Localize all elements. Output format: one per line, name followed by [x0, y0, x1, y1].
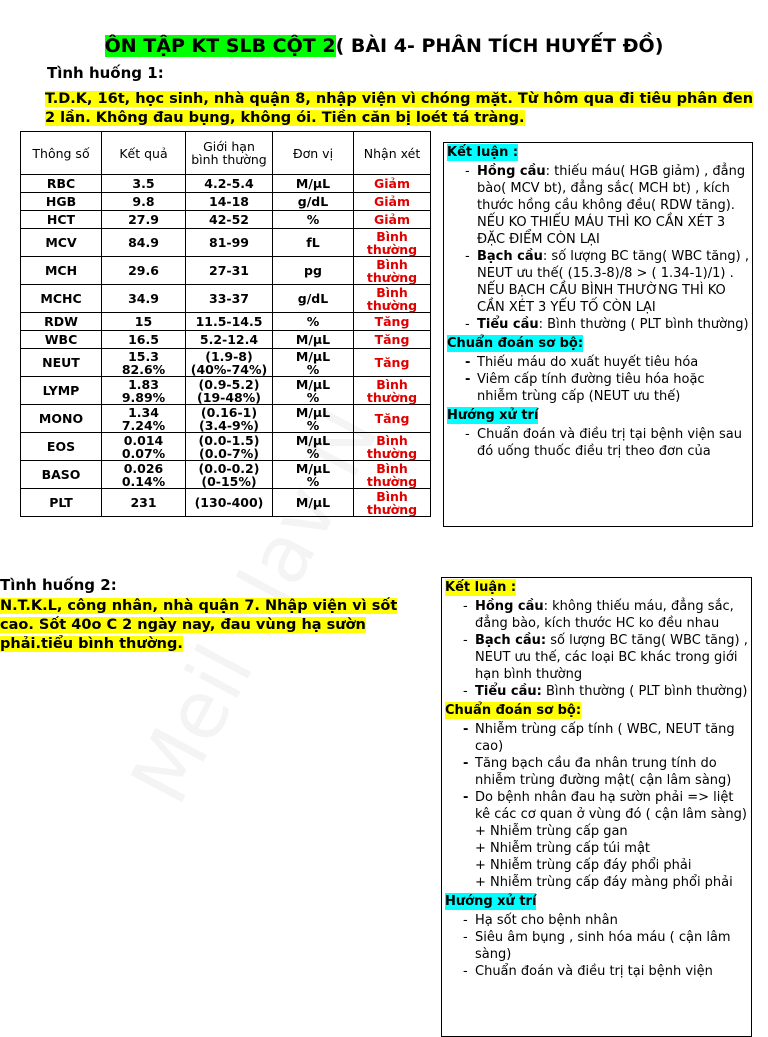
list-item — [475, 789, 748, 891]
header-range: Giới hạn bình thường — [186, 132, 273, 175]
case2-description-text: N.T.K.L, công nhân, nhà quận 7. Nhập viện vì sốt cao. Sốt 40o C 2 ngày nay, đau vùng hạ sườn phải.tiểu bình thường. — [0, 598, 398, 652]
table-row — [21, 229, 431, 257]
case2-diagnosis-list — [445, 721, 748, 891]
table-row — [21, 331, 431, 349]
title-rest: ( BÀI 4- PHÂN TÍCH HUYẾT ĐỒ) — [335, 35, 664, 57]
cell-result: 16.5 — [102, 331, 186, 349]
case2-conclusion-list — [445, 598, 748, 700]
case2-diagnosis-title: Chuẩn đoán sơ bộ: — [445, 703, 582, 718]
list-item — [475, 598, 748, 632]
table-row — [21, 193, 431, 211]
item-text: : số lượng BC tăng( WBC tăng) , NEUT ưu thế( (15.3-8)/8 > ( 1.34-1)/1) . NẾU BẠCH CẦU BÌNH THƯỜNG THÌ KO CẦN XÉT 3 YẾU TỐ CÒN LẠI — [477, 249, 750, 315]
item-text: : thiếu máu( HGB giảm) , đẳng bào( MCV bt), đẳng sắc( MCH bt) , kích thước hồng cầu không đều( RDW tăng). NẾU KO THIẾU MÁU THÌ KO CẦN XÉT 3 ĐẶC ĐIỂM CÒN LẠI — [477, 164, 746, 247]
cell-param: MCV — [21, 229, 102, 257]
case1-conclusion-list — [447, 163, 749, 333]
cell-range: 5.2-12.4 — [186, 331, 273, 349]
case2-conclusion-title: Kết luận : — [445, 580, 517, 595]
item-bold: Tiểu cầu: — [475, 684, 542, 699]
cell-range: (0.9-5.2) (19-48%) — [186, 377, 273, 405]
cell-unit: % — [273, 313, 354, 331]
cell-param: PLT — [21, 489, 102, 517]
item-bold: Hồng cầu — [477, 164, 546, 179]
item-text: Do bệnh nhân đau hạ sườn phải => liệt kê các cơ quan ở vùng đó ( cận lâm sàng) — [475, 790, 747, 822]
cell-range: (130-400) — [186, 489, 273, 517]
case1-analysis-box — [443, 142, 753, 527]
cell-param: MCHC — [21, 285, 102, 313]
table-row — [21, 461, 431, 489]
case1-description — [45, 90, 767, 128]
cell-param: HGB — [21, 193, 102, 211]
list-item: - Chuẩn đoán và điều trị tại bệnh viện sau đó uống thuốc điều trị theo đơn của — [477, 426, 749, 460]
cell-unit: g/dL — [273, 193, 354, 211]
cell-remark: Bình thường — [354, 461, 431, 489]
cell-unit: M/µL % — [273, 377, 354, 405]
cell-result: 1.83 9.89% — [102, 377, 186, 405]
cell-result: 0.026 0.14% — [102, 461, 186, 489]
list-item — [477, 248, 749, 316]
cell-unit: M/µL % — [273, 433, 354, 461]
list-item: - Tăng bạch cầu đa nhân trung tính do nhiễm trùng đường mật( cận lâm sàng) — [475, 755, 748, 789]
case1-direction-title: Hướng xử trí — [447, 408, 539, 423]
cell-unit: M/µL — [273, 489, 354, 517]
cell-result: 9.8 — [102, 193, 186, 211]
cell-unit: M/µL — [273, 331, 354, 349]
table-header-row — [21, 132, 431, 175]
cell-param: RBC — [21, 175, 102, 193]
cell-unit: fL — [273, 229, 354, 257]
case2-analysis-box — [441, 577, 752, 1037]
cell-remark: Tăng — [354, 331, 431, 349]
cell-param: EOS — [21, 433, 102, 461]
table-row — [21, 313, 431, 331]
cell-result: 1.34 7.24% — [102, 405, 186, 433]
table-row — [21, 211, 431, 229]
cell-result: 15.3 82.6% — [102, 349, 186, 377]
cell-remark: Bình thường — [354, 285, 431, 313]
table-row — [21, 257, 431, 285]
cell-range: (0.16-1) (3.4-9%) — [186, 405, 273, 433]
header-unit: Đơn vị — [273, 132, 354, 175]
list-item: - Viêm cấp tính đường tiêu hóa hoặc nhiễm trùng cấp (NEUT ưu thế) — [477, 371, 749, 405]
cell-range: 4.2-5.4 — [186, 175, 273, 193]
item-text: : không thiếu máu, đẳng sắc, đẳng bào, kích thước HC ko đều nhau — [475, 599, 734, 631]
item-bold: Bạch cầu: — [475, 633, 547, 648]
lab-results-table — [20, 131, 431, 517]
header-param: Thông số — [21, 132, 102, 175]
header-result: Kết quả — [102, 132, 186, 175]
sub-item: + Nhiễm trùng cấp túi mật — [475, 841, 651, 856]
cell-remark: Tăng — [354, 313, 431, 331]
cell-param: WBC — [21, 331, 102, 349]
sub-item: + Nhiễm trùng cấp đáy màng phổi phải — [475, 875, 733, 890]
list-item — [475, 632, 748, 683]
cell-result: 27.9 — [102, 211, 186, 229]
cell-range: (0.0-0.2) (0-15%) — [186, 461, 273, 489]
case1-direction-list — [447, 426, 749, 460]
cell-unit: M/µL % — [273, 349, 354, 377]
sub-item: + Nhiễm trùng cấp gan — [475, 824, 628, 839]
list-item: - Siêu âm bụng , sinh hóa máu ( cận lâm sàng) — [475, 929, 748, 963]
case2-label: Tình huống 2: — [0, 576, 117, 594]
sub-item: + Nhiễm trùng cấp đáy phổi phải — [475, 858, 692, 873]
cell-unit: M/µL % — [273, 405, 354, 433]
cell-remark: Bình thường — [354, 229, 431, 257]
cell-unit: M/µL % — [273, 461, 354, 489]
list-item — [477, 316, 749, 333]
item-bold: Bạch cầu — [477, 249, 543, 264]
cell-result: 231 — [102, 489, 186, 517]
list-item — [477, 163, 749, 248]
cell-param: NEUT — [21, 349, 102, 377]
header-remark: Nhận xét — [354, 132, 431, 175]
cell-result: 15 — [102, 313, 186, 331]
cell-range: 14-18 — [186, 193, 273, 211]
cell-range: 42-52 — [186, 211, 273, 229]
case1-label: Tình huống 1: — [47, 64, 164, 82]
cell-param: RDW — [21, 313, 102, 331]
cell-range: (0.0-1.5) (0.0-7%) — [186, 433, 273, 461]
cell-remark: Giảm — [354, 211, 431, 229]
page-title — [0, 34, 768, 58]
item-bold: Tiểu cầu — [477, 317, 539, 332]
item-text: Bình thường ( PLT bình thường) — [541, 684, 748, 699]
table-row — [21, 377, 431, 405]
cell-unit: pg — [273, 257, 354, 285]
cell-result: 0.014 0.07% — [102, 433, 186, 461]
cell-range: (1.9-8) (40%-74%) — [186, 349, 273, 377]
cell-range: 27-31 — [186, 257, 273, 285]
list-item: - Thiếu máu do xuất huyết tiêu hóa — [477, 354, 749, 371]
item-text: số lượng BC tăng( WBC tăng) , NEUT ưu thế, các loại BC khác trong giới hạn bình thường — [475, 633, 748, 682]
cell-remark: Bình thường — [354, 257, 431, 285]
cell-result: 3.5 — [102, 175, 186, 193]
table-row — [21, 285, 431, 313]
table-row — [21, 489, 431, 517]
case2-description — [0, 597, 430, 654]
item-bold: Hồng cầu — [475, 599, 544, 614]
cell-remark: Tăng — [354, 405, 431, 433]
cell-remark: Tăng — [354, 349, 431, 377]
cell-result: 29.6 — [102, 257, 186, 285]
case2-direction-title: Hướng xử trí — [445, 894, 537, 909]
cell-remark: Bình thường — [354, 377, 431, 405]
cell-range: 11.5-14.5 — [186, 313, 273, 331]
list-item: - Hạ sốt cho bệnh nhân — [475, 912, 748, 929]
cell-param: MONO — [21, 405, 102, 433]
cell-remark: Bình thường — [354, 489, 431, 517]
table-row — [21, 433, 431, 461]
cell-remark: Giảm — [354, 175, 431, 193]
table-row — [21, 349, 431, 377]
table-body — [21, 175, 431, 517]
item-text: : Bình thường ( PLT bình thường) — [538, 317, 749, 332]
table-row — [21, 405, 431, 433]
case1-conclusion-title: Kết luận : — [447, 145, 519, 160]
case2-direction-list — [445, 912, 748, 980]
cell-param: LYMP — [21, 377, 102, 405]
list-item — [475, 683, 748, 700]
table-row — [21, 175, 431, 193]
cell-range: 81-99 — [186, 229, 273, 257]
cell-unit: M/µL — [273, 175, 354, 193]
list-item: - Chuẩn đoán và điều trị tại bệnh viện — [475, 963, 748, 980]
cell-result: 34.9 — [102, 285, 186, 313]
case1-description-text: T.D.K, 16t, học sinh, nhà quận 8, nhập viện vì chóng mặt. Từ hôm qua đi tiêu phân đen 2 lần. Không đau bụng, không ói. Tiền căn bị loét tá tràng. — [45, 91, 754, 126]
cell-param: HCT — [21, 211, 102, 229]
list-item: - Nhiễm trùng cấp tính ( WBC, NEUT tăng cao) — [475, 721, 748, 755]
title-highlight: ÔN TẬP KT SLB CỘT 2 — [104, 35, 336, 57]
cell-param: MCH — [21, 257, 102, 285]
cell-unit: % — [273, 211, 354, 229]
cell-remark: Bình thường — [354, 433, 431, 461]
cell-unit: g/dL — [273, 285, 354, 313]
cell-range: 33-37 — [186, 285, 273, 313]
cell-result: 84.9 — [102, 229, 186, 257]
cell-param: BASO — [21, 461, 102, 489]
case1-diagnosis-list — [447, 354, 749, 405]
cell-remark: Giảm — [354, 193, 431, 211]
case1-diagnosis-title: Chuẩn đoán sơ bộ: — [447, 336, 584, 351]
